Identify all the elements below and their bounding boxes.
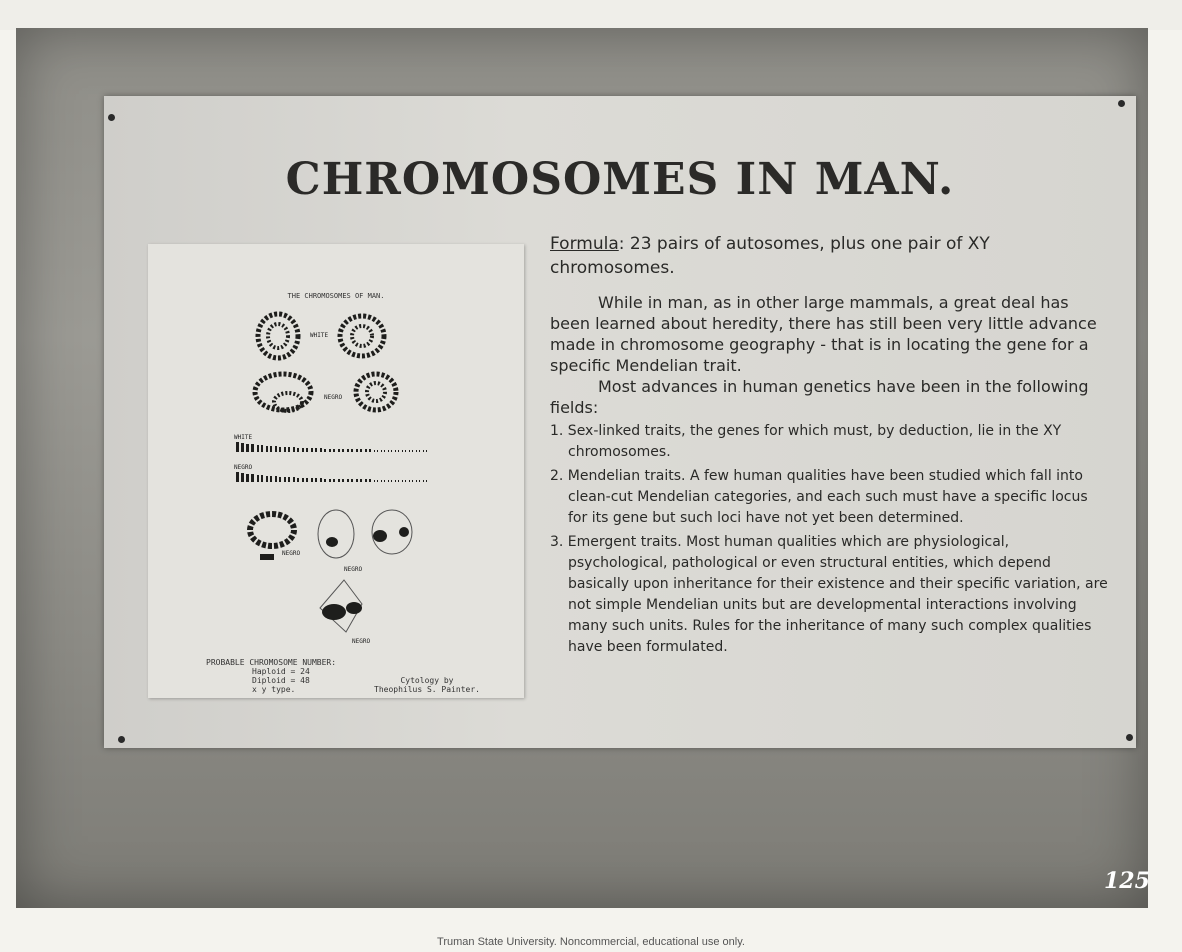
probable-chromosome-number [206, 658, 336, 694]
negro-spread-1 [255, 374, 311, 411]
paragraph-2-text: Most advances in human genetics have been in the following fields: [550, 377, 1089, 417]
poster-text-column [550, 232, 1110, 658]
white-spread-1 [258, 314, 298, 358]
chromosome-illustrations [148, 244, 524, 698]
white-spread-2 [340, 316, 384, 356]
list-item: 1. Sex-linked traits, the genes for which must, by deduction, lie in the XY chromosomes. [550, 423, 1062, 460]
pin [1126, 734, 1133, 741]
formula-text: : 23 pairs of autosomes, plus one pair of XY chromosomes. [550, 234, 990, 278]
paragraph-1 [550, 292, 1110, 376]
label-negro-2: NEGRO [234, 464, 253, 471]
label-negro-3: NEGRO [282, 550, 301, 557]
photo-border [0, 0, 1182, 30]
formula-label: Formula [550, 234, 619, 254]
xy-type: x y type. [252, 685, 296, 694]
cytology-line-2: Theophilus S. Painter. [374, 685, 480, 694]
page-number: 125 [1104, 868, 1150, 894]
figure-title: THE CHROMOSOMES OF MAN. [287, 292, 385, 300]
label-white-1: WHITE [310, 332, 329, 339]
pin [1118, 100, 1125, 107]
pin [108, 114, 115, 121]
poster-title: CHROMOSOMES IN MAN. [285, 154, 955, 205]
exhibit-poster [104, 96, 1136, 748]
metaphase-spreads [236, 314, 427, 632]
cell-drawing-10 [320, 580, 362, 632]
paragraph-2 [550, 376, 1110, 418]
credit-line: Truman State University. Noncommercial, educational use only. [437, 936, 745, 948]
haploid-value: Haploid = 24 [252, 667, 310, 676]
cytology-credit [374, 676, 480, 694]
cytology-line-1: Cytology by [400, 676, 454, 685]
cell-drawing-8 [318, 510, 354, 558]
chromosome-figure-card [148, 244, 524, 698]
formula-line [550, 232, 1110, 280]
probable-title: PROBABLE CHROMOSOME NUMBER: [206, 658, 337, 667]
label-negro-4: NEGRO [344, 566, 363, 573]
label-white-2: WHITE [234, 434, 253, 441]
negro-spread-2 [356, 374, 396, 410]
negro-karyotype-row [236, 472, 427, 482]
diploid-value: Diploid = 48 [252, 676, 310, 685]
label-negro-5: NEGRO [352, 638, 371, 645]
list-item: 2. Mendelian traits. A few human qualities have been studied which fall into clean-cut Mendelian categories, and each such must have a specific locus for its gene but such loci have not yet been determined. [550, 468, 1088, 526]
list-item: 3. Emergent traits. Most human qualities which are physiological, psychological, pathological or even structural entities, which depend basically upon inheritance for their existence and their specific variation, are not simple Mendelian units but are developmental interactions involving many such units. Rules for the inheritance of many such complex qualities have been formulated. [550, 534, 1108, 655]
cell-drawing-9 [372, 510, 412, 554]
pin [118, 736, 125, 743]
paragraph-1-text: While in man, as in other large mammals, a great deal has been learned about heredity, there has still been very little advance made in chromosome geography - that is in locating the gene for a specific Mendelian trait. [550, 293, 1097, 375]
white-karyotype-row [236, 442, 427, 452]
label-negro-1: NEGRO [324, 394, 343, 401]
